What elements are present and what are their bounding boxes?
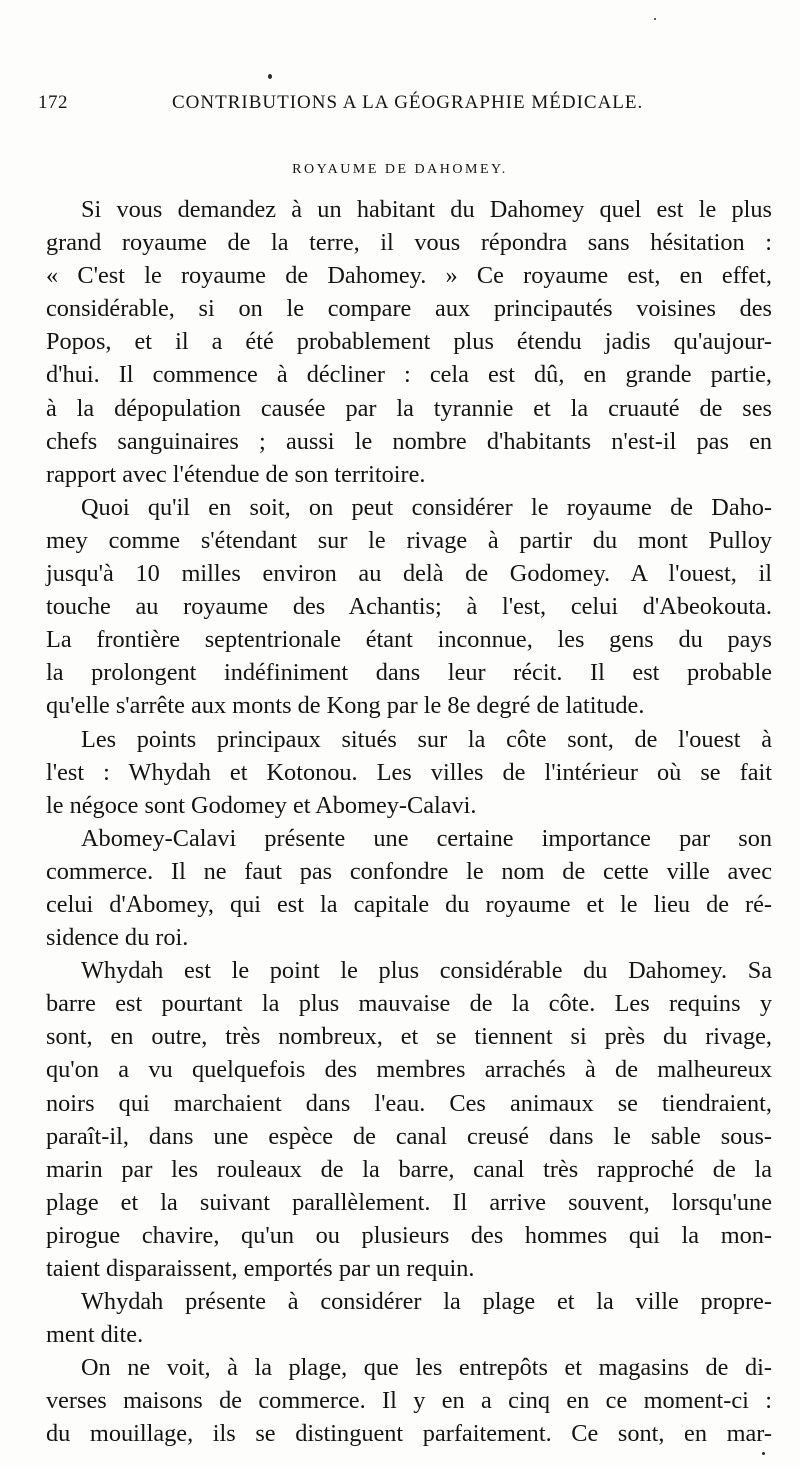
text-line: Quoi qu'il en soit, on peut considérer le royaume de Daho- [81, 493, 772, 521]
text-line: « C'est le royaume de Dahomey. » Ce royaume est, en effet, [46, 262, 772, 290]
text-line: plage et la suivant parallèlement. Il arrive souvent, lorsqu'une [46, 1188, 772, 1216]
text-line: La frontière septentrionale étant inconnue, les gens du pays [46, 626, 772, 654]
section-title: ROYAUME DE DAHOMEY. [292, 162, 508, 177]
paragraph [46, 1285, 772, 1351]
text-line: grand royaume de la terre, il vous répondra sans hésitation : [46, 229, 772, 257]
text-line: sont, en outre, très nombreux, et se tiennent si près du rivage, [46, 1023, 772, 1051]
text-line: la prolongent indéfiniment dans leur récit. Il est probable [46, 659, 772, 687]
text-line: chefs sanguinaires ; aussi le nombre d'habitants n'est-il pas en [46, 427, 772, 455]
text-line: pirogue chavire, qu'un ou plusieurs des hommes qui la mon- [46, 1221, 772, 1249]
paragraph [46, 822, 772, 954]
text-line: noirs qui marchaient dans l'eau. Ces animaux se tiendraient, [46, 1089, 772, 1117]
text-line: à la dépopulation causée par la tyrannie et la cruauté de ses [46, 394, 772, 422]
text-line: jusqu'à 10 milles environ au delà de Godomey. A l'ouest, il [46, 560, 772, 588]
text-line: paraît-il, dans une espèce de canal creusé dans le sable sous- [46, 1122, 772, 1150]
paragraph [46, 193, 772, 491]
running-head [38, 92, 766, 122]
text-line: l'est : Whydah et Kotonou. Les villes de l'intérieur où se fait [46, 758, 772, 786]
text-line: considérable, si on le compare aux principautés voisines des [46, 295, 772, 323]
text-line: d'hui. Il commence à décliner : cela est dû, en grande partie, [46, 361, 772, 389]
paragraph [46, 723, 772, 822]
text-line: commerce. Il ne faut pas confondre le nom de cette ville avec [46, 857, 772, 885]
text-line: Les points principaux situés sur la côte sont, de l'ouest à [81, 725, 772, 753]
text-line: ment dite. [46, 1321, 144, 1349]
text-line: barre est pourtant la plus mauvaise de la côte. Les requins y [46, 990, 772, 1018]
text-line: Popos, et il a été probablement plus étendu jadis qu'aujour- [46, 328, 772, 356]
text-line: sidence du roi. [46, 924, 189, 952]
ink-speck [268, 74, 272, 79]
page-number: 172 [38, 92, 68, 113]
text-line: Whydah présente à considérer la plage et la ville propre- [81, 1288, 772, 1316]
text-line: mey comme s'étendant sur le rivage à partir du mont Pulloy [46, 526, 772, 554]
text-line: le négoce sont Godomey et Abomey-Calavi. [46, 791, 477, 819]
paragraph [46, 1351, 772, 1450]
text-line: rapport avec l'étendue de son territoire. [46, 460, 426, 488]
text-line: marin par les rouleaux de la barre, canal très rapproché de la [46, 1155, 772, 1183]
text-line: Whydah est le point le plus considérable du Dahomey. Sa [81, 957, 772, 985]
text-line: qu'elle s'arrête aux monts de Kong par le 8e degré de latitude. [46, 692, 645, 720]
text-line: qu'on a vu quelquefois des membres arrachés à de malheureux [46, 1056, 772, 1084]
text-line: Abomey-Calavi présente une certaine importance par son [81, 824, 772, 852]
text-line: taient disparaissent, emportés par un requin. [46, 1255, 475, 1282]
text-line: touche au royaume des Achantis; à l'est, celui d'Abeokouta. [46, 593, 772, 621]
paragraph [46, 954, 772, 1285]
ink-speck [762, 1452, 765, 1455]
text-line: celui d'Abomey, qui est la capitale du royaume et le lieu de ré- [46, 890, 772, 918]
text-line: On ne voit, à la plage, que les entrepôts et magasins de di- [81, 1354, 772, 1382]
ink-speck [654, 18, 656, 20]
running-title: CONTRIBUTIONS A LA GÉOGRAPHIE MÉDICALE. [172, 92, 644, 113]
body-text [46, 193, 772, 1451]
paragraph [46, 491, 772, 723]
text-line: verses maisons de commerce. Il y en a cinq en ce moment-ci : [46, 1387, 772, 1415]
text-line: du mouillage, ils se distinguent parfaitement. Ce sont, en mar- [46, 1420, 772, 1448]
text-line: Si vous demandez à un habitant du Dahomey quel est le plus [81, 196, 772, 223]
